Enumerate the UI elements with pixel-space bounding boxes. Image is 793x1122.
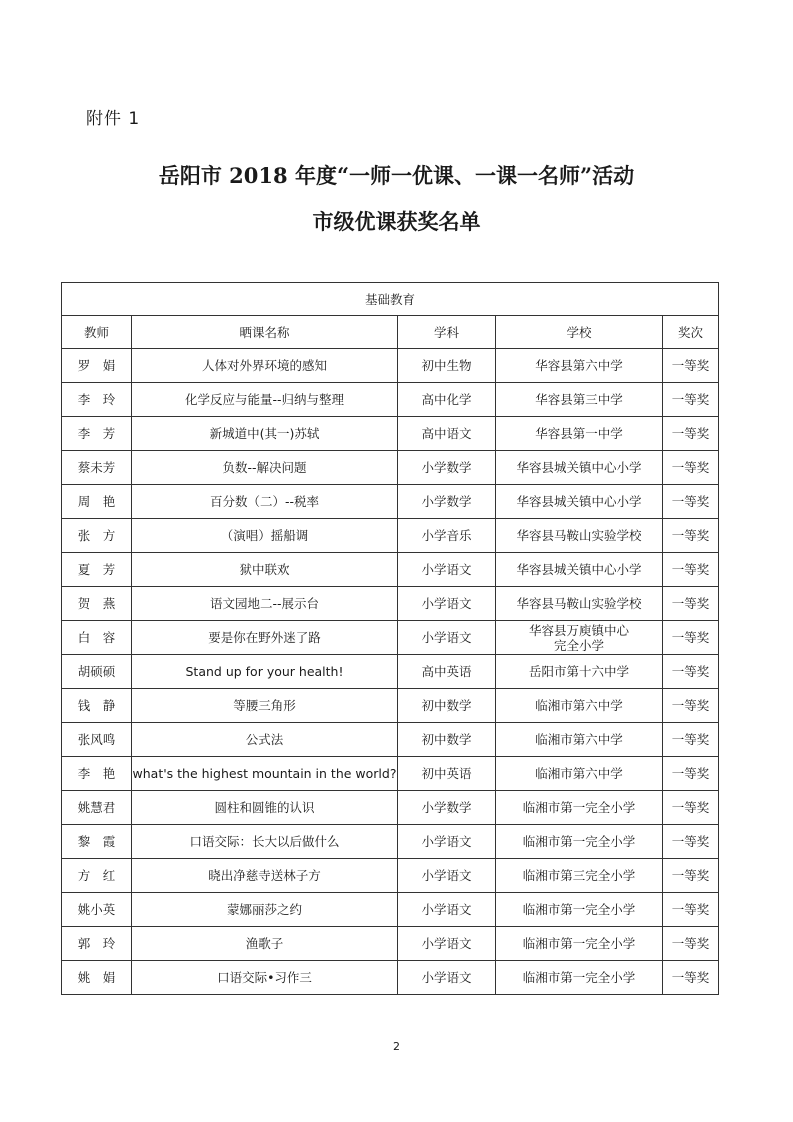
subject-cell: 初中生物 — [398, 349, 496, 383]
teacher-cell: 姚小英 — [62, 893, 132, 927]
awards-table — [61, 282, 719, 995]
subject-cell: 小学语文 — [398, 927, 496, 961]
document-title: 岳阳市 2018 年度“一师一优课、一课一名师”活动 — [158, 163, 635, 188]
teacher-cell: 姚慧君 — [62, 791, 132, 825]
school-cell — [496, 349, 663, 383]
school-line: 临湘市第六中学 — [535, 732, 623, 747]
award-cell: 一等奖 — [663, 349, 719, 383]
teacher-cell: 李 玲 — [62, 383, 132, 417]
subject-cell: 小学音乐 — [398, 519, 496, 553]
teacher-cell: 蔡未芳 — [62, 451, 132, 485]
subject-cell: 小学语文 — [398, 621, 496, 655]
school-cell — [496, 383, 663, 417]
lesson-cell: 圆柱和圆锥的认识 — [132, 791, 398, 825]
teacher-cell: 张 方 — [62, 519, 132, 553]
school-cell — [496, 791, 663, 825]
subject-cell: 高中化学 — [398, 383, 496, 417]
school-line: 华容县城关镇中心小学 — [516, 494, 642, 509]
table-row — [62, 519, 719, 553]
header-teacher: 教师 — [62, 316, 132, 349]
lesson-cell: 要是你在野外迷了路 — [132, 621, 398, 655]
award-cell: 一等奖 — [663, 927, 719, 961]
school-cell — [496, 451, 663, 485]
award-cell: 一等奖 — [663, 825, 719, 859]
school-cell — [496, 519, 663, 553]
school-cell — [496, 961, 663, 995]
award-cell: 一等奖 — [663, 655, 719, 689]
award-cell: 一等奖 — [663, 791, 719, 825]
teacher-cell: 方 红 — [62, 859, 132, 893]
school-line: 华容县第三中学 — [535, 392, 623, 407]
table-row — [62, 859, 719, 893]
lesson-cell: 百分数（二）--税率 — [132, 485, 398, 519]
school-line: 临湘市第一完全小学 — [522, 936, 636, 951]
award-cell: 一等奖 — [663, 553, 719, 587]
table-row — [62, 383, 719, 417]
school-line: 华容县马鞍山实验学校 — [516, 528, 642, 543]
school-cell — [496, 553, 663, 587]
header-school: 学校 — [496, 316, 663, 349]
lesson-cell: 渔歌子 — [132, 927, 398, 961]
subject-cell: 小学语文 — [398, 961, 496, 995]
subject-cell: 小学语文 — [398, 859, 496, 893]
document-subtitle: 市级优课获奖名单 — [312, 209, 481, 234]
table-row — [62, 927, 719, 961]
school-line: 华容县第六中学 — [535, 358, 623, 373]
school-cell — [496, 893, 663, 927]
teacher-cell: 夏 芳 — [62, 553, 132, 587]
teacher-cell: 贺 燕 — [62, 587, 132, 621]
lesson-cell: 新城道中(其一)苏轼 — [132, 417, 398, 451]
school-cell — [496, 757, 663, 791]
award-cell: 一等奖 — [663, 893, 719, 927]
lesson-cell: 负数--解决问题 — [132, 451, 398, 485]
school-line: 临湘市第一完全小学 — [522, 800, 636, 815]
award-cell: 一等奖 — [663, 621, 719, 655]
lesson-cell: 公式法 — [132, 723, 398, 757]
award-cell: 一等奖 — [663, 757, 719, 791]
attachment-label: 附件 1 — [86, 109, 141, 129]
school-cell — [496, 689, 663, 723]
lesson-cell: Stand up for your health! — [132, 655, 398, 689]
subject-cell: 初中英语 — [398, 757, 496, 791]
school-cell — [496, 723, 663, 757]
award-cell: 一等奖 — [663, 723, 719, 757]
table-row — [62, 757, 719, 791]
award-cell: 一等奖 — [663, 519, 719, 553]
teacher-cell: 姚 娟 — [62, 961, 132, 995]
award-cell: 一等奖 — [663, 451, 719, 485]
school-cell — [496, 859, 663, 893]
school-cell — [496, 587, 663, 621]
table-row — [62, 451, 719, 485]
lesson-cell: （演唱）摇船调 — [132, 519, 398, 553]
lesson-cell: 口语交际：长大以后做什么 — [132, 825, 398, 859]
award-cell: 一等奖 — [663, 859, 719, 893]
table-body — [62, 349, 719, 995]
table-row — [62, 723, 719, 757]
table-row — [62, 417, 719, 451]
school-line: 临湘市第一完全小学 — [522, 834, 636, 849]
school-line: 临湘市第三完全小学 — [522, 868, 636, 883]
header-row — [62, 316, 719, 349]
table-row — [62, 893, 719, 927]
school-cell — [496, 927, 663, 961]
lesson-cell: 狱中联欢 — [132, 553, 398, 587]
school-line: 华容县城关镇中心小学 — [516, 460, 642, 475]
school-line: 临湘市第一完全小学 — [522, 902, 636, 917]
school-cell — [496, 417, 663, 451]
table-row — [62, 621, 719, 655]
subject-cell: 初中数学 — [398, 723, 496, 757]
section-title: 基础教育 — [62, 283, 719, 316]
lesson-cell: 蒙娜丽莎之约 — [132, 893, 398, 927]
page-number: 2 — [393, 1040, 400, 1053]
lesson-cell: 人体对外界环境的感知 — [132, 349, 398, 383]
teacher-cell: 周 艳 — [62, 485, 132, 519]
school-cell — [496, 485, 663, 519]
award-cell: 一等奖 — [663, 689, 719, 723]
section-row — [62, 283, 719, 316]
table-row — [62, 553, 719, 587]
teacher-cell: 白 容 — [62, 621, 132, 655]
subject-cell: 小学语文 — [398, 553, 496, 587]
lesson-cell: 口语交际•习作三 — [132, 961, 398, 995]
school-line: 华容县马鞍山实验学校 — [516, 596, 642, 611]
table-row — [62, 961, 719, 995]
subject-cell: 小学数学 — [398, 451, 496, 485]
lesson-cell: 晓出净慈寺送林子方 — [132, 859, 398, 893]
school-line: 临湘市第六中学 — [535, 698, 623, 713]
school-cell — [496, 621, 663, 655]
subject-cell: 小学语文 — [398, 587, 496, 621]
teacher-cell: 张风鸣 — [62, 723, 132, 757]
school-line: 临湘市第六中学 — [535, 766, 623, 781]
subject-cell: 小学数学 — [398, 485, 496, 519]
lesson-cell: what's the highest mountain in the world? — [132, 757, 398, 791]
school-cell — [496, 655, 663, 689]
subject-cell: 小学语文 — [398, 893, 496, 927]
header-lesson: 晒课名称 — [132, 316, 398, 349]
table-row — [62, 825, 719, 859]
lesson-cell: 化学反应与能量--归纳与整理 — [132, 383, 398, 417]
award-cell: 一等奖 — [663, 417, 719, 451]
award-cell: 一等奖 — [663, 383, 719, 417]
subject-cell: 小学语文 — [398, 825, 496, 859]
lesson-cell: 语文园地二--展示台 — [132, 587, 398, 621]
school-line: 岳阳市第十六中学 — [528, 664, 629, 679]
header-award: 奖次 — [663, 316, 719, 349]
teacher-cell: 李 艳 — [62, 757, 132, 791]
subject-cell: 高中英语 — [398, 655, 496, 689]
school-line: 华容县第一中学 — [535, 426, 623, 441]
table-row — [62, 485, 719, 519]
teacher-cell: 罗 娟 — [62, 349, 132, 383]
school-line: 华容县城关镇中心小学 — [516, 562, 642, 577]
lesson-cell: 等腰三角形 — [132, 689, 398, 723]
teacher-cell: 郭 玲 — [62, 927, 132, 961]
award-cell: 一等奖 — [663, 485, 719, 519]
teacher-cell: 黎 霞 — [62, 825, 132, 859]
table-row — [62, 655, 719, 689]
table-row — [62, 689, 719, 723]
subject-cell: 小学数学 — [398, 791, 496, 825]
subject-cell: 高中语文 — [398, 417, 496, 451]
award-cell: 一等奖 — [663, 587, 719, 621]
table-row — [62, 587, 719, 621]
school-line: 临湘市第一完全小学 — [522, 970, 636, 985]
subject-cell: 初中数学 — [398, 689, 496, 723]
school-line: 完全小学 — [553, 637, 604, 653]
school-line: 华容县万庾镇中心 — [528, 622, 629, 638]
table-row — [62, 349, 719, 383]
teacher-cell: 李 芳 — [62, 417, 132, 451]
teacher-cell: 胡硕硕 — [62, 655, 132, 689]
table-row — [62, 791, 719, 825]
award-cell: 一等奖 — [663, 961, 719, 995]
teacher-cell: 钱 静 — [62, 689, 132, 723]
header-subject: 学科 — [398, 316, 496, 349]
school-cell — [496, 825, 663, 859]
